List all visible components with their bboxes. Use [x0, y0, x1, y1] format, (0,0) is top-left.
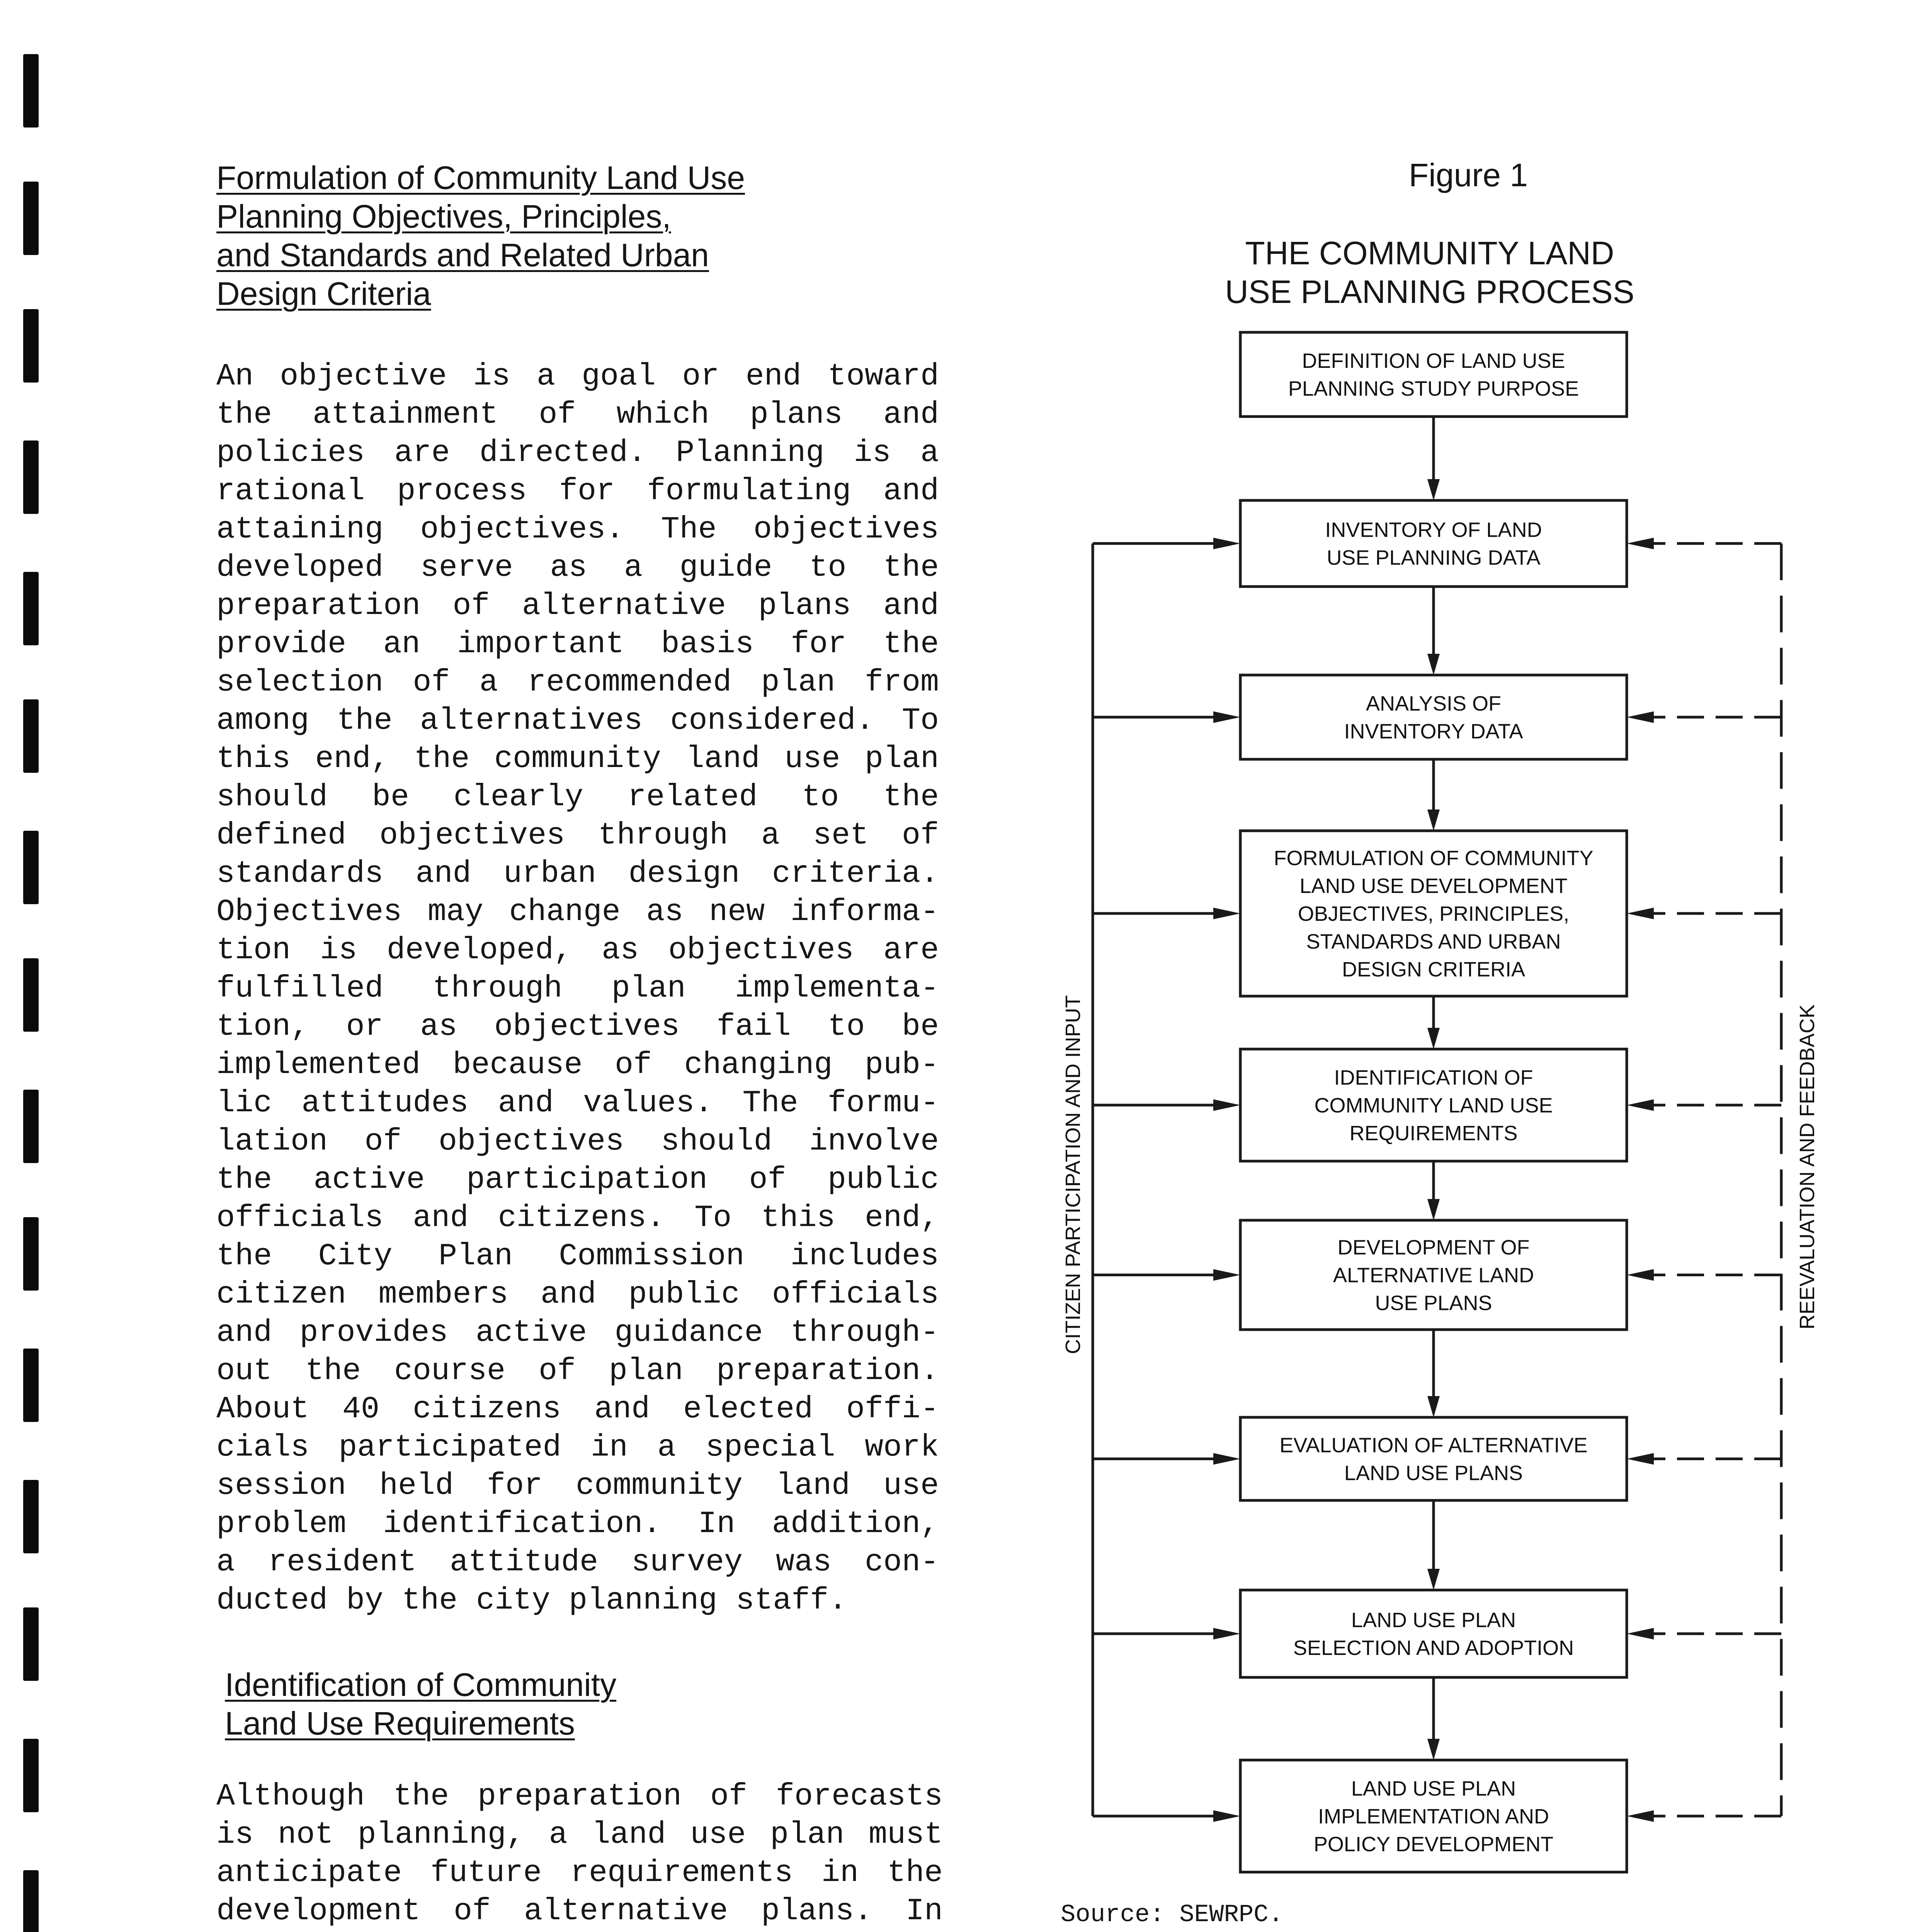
flowchart-step-label: INVENTORY OF LAND [1325, 518, 1542, 542]
text-line: About 40 citizens and elected offi- [216, 1392, 939, 1427]
flowchart-step-label: IMPLEMENTATION AND [1318, 1805, 1549, 1828]
arrowhead [1427, 1396, 1440, 1417]
text-line: lic attitudes and values. The formu- [216, 1086, 939, 1121]
flowchart-step-label: DEVELOPMENT OF [1337, 1236, 1530, 1259]
flowchart-step-label: COMMUNITY LAND USE [1314, 1094, 1553, 1117]
arrowhead [1213, 711, 1240, 723]
text-line: attaining objectives. The objectives [216, 512, 939, 547]
text-line: the City Plan Commission includes [216, 1239, 939, 1274]
text-line: a resident attitude survey was con- [216, 1545, 939, 1580]
text-line: cials participated in a special work [216, 1430, 939, 1465]
flowchart-step-label: IDENTIFICATION OF [1334, 1066, 1533, 1089]
heading-line: Design Criteria [216, 276, 431, 312]
flowchart-step-label: STANDARDS AND URBAN [1306, 930, 1561, 953]
flowchart-step-label: LAND USE PLAN [1351, 1609, 1516, 1632]
flowchart-step-label: LAND USE PLAN [1351, 1777, 1516, 1800]
text-line: standards and urban design criteria. [216, 856, 939, 891]
text-line: among the alternatives considered. To [216, 703, 939, 738]
flowchart-step-label: OBJECTIVES, PRINCIPLES, [1298, 902, 1570, 925]
arrowhead [1213, 1628, 1240, 1639]
flowchart-step-label: LAND USE DEVELOPMENT [1299, 874, 1568, 898]
arrowhead [1627, 1810, 1654, 1822]
text-line: provide an important basis for the [216, 627, 939, 662]
text-line: anticipate future requirements in the [216, 1855, 943, 1891]
text-line: defined objectives through a set of [216, 818, 939, 853]
arrowhead [1427, 1739, 1440, 1760]
text-line: developed serve as a guide to the [216, 550, 939, 585]
text-line: session held for community land use [216, 1468, 939, 1503]
flowchart-step-box [1240, 500, 1627, 587]
arrowhead [1213, 1810, 1240, 1822]
arrowhead [1627, 1453, 1654, 1465]
heading-line: Land Use Requirements [225, 1705, 575, 1742]
flowchart-step-label: INVENTORY DATA [1344, 720, 1523, 743]
arrowhead [1213, 1453, 1240, 1465]
arrowhead [1627, 1099, 1654, 1111]
text-line: ducted by the city planning staff. [216, 1583, 847, 1618]
text-line: citizen members and public officials [216, 1277, 939, 1312]
flowchart-step-box [1240, 332, 1627, 417]
text-line: An objective is a goal or end toward [216, 359, 939, 394]
flowchart-step-label: EVALUATION OF ALTERNATIVE [1279, 1434, 1588, 1457]
flowchart-step-label: DEFINITION OF LAND USE [1302, 349, 1565, 372]
flowchart-step-label: POLICY DEVELOPMENT [1313, 1833, 1554, 1856]
text-line: is not planning, a land use plan must [216, 1817, 943, 1852]
flowchart-step-label: PLANNING STUDY PURPOSE [1288, 377, 1579, 400]
text-line: the active participation of public [216, 1162, 939, 1197]
flowchart-step-box [1240, 1417, 1627, 1500]
text-line: tion, or as objectives fail to be [216, 1009, 939, 1044]
flowchart-step-label: USE PLANS [1375, 1291, 1492, 1315]
arrowhead [1427, 654, 1440, 675]
flowchart-step-label: ALTERNATIVE LAND [1333, 1264, 1534, 1287]
arrowhead [1427, 1199, 1440, 1220]
arrowhead [1213, 1099, 1240, 1111]
flowchart-step-label: FORMULATION OF COMMUNITY [1274, 847, 1594, 870]
arrowhead [1627, 1269, 1654, 1281]
arrowhead [1627, 908, 1654, 919]
text-line: policies are directed. Planning is a [216, 435, 939, 471]
flowchart-step-box [1240, 675, 1627, 759]
flowchart-step-label: USE PLANNING DATA [1327, 546, 1541, 570]
heading-line: Identification of Community [225, 1667, 617, 1703]
arrowhead [1427, 810, 1440, 831]
text-line: development of alternative plans. In [216, 1894, 943, 1929]
arrowhead [1627, 711, 1654, 723]
text-line: tion is developed, as objectives are [216, 933, 939, 968]
heading-line: Formulation of Community Land Use [216, 160, 745, 196]
figure-source: Source: SEWRPC. [1061, 1901, 1284, 1929]
flowchart-step-label: REQUIREMENTS [1349, 1122, 1518, 1145]
flowchart-step-label: LAND USE PLANS [1344, 1461, 1523, 1485]
flowchart-step-label: DESIGN CRITERIA [1342, 958, 1526, 981]
arrowhead [1213, 1269, 1240, 1281]
figure-title-line: THE COMMUNITY LAND [1245, 235, 1614, 271]
arrowhead [1427, 1028, 1440, 1049]
arrowhead [1213, 908, 1240, 919]
text-line: the attainment of which plans and [216, 397, 939, 432]
flowchart-step-label: SELECTION AND ADOPTION [1293, 1636, 1574, 1660]
reevaluation-feedback-label: REEVALUATION AND FEEDBACK [1796, 1004, 1819, 1330]
text-line: implemented because of changing pub- [216, 1048, 939, 1083]
arrowhead [1213, 538, 1240, 549]
text-line: Objectives may change as new informa- [216, 895, 939, 930]
text-line: Although the preparation of forecasts [216, 1779, 943, 1814]
arrowhead [1627, 1628, 1654, 1639]
text-line: selection of a recommended plan from [216, 665, 939, 700]
arrowhead [1627, 538, 1654, 549]
text-line: fulfilled through plan implementa- [216, 971, 939, 1006]
heading-line: and Standards and Related Urban [216, 237, 709, 273]
flowchart-step-box [1240, 1590, 1627, 1677]
text-line: rational process for formulating and [216, 474, 939, 509]
figure-title-line: USE PLANNING PROCESS [1225, 274, 1634, 310]
arrowhead [1427, 479, 1440, 500]
citizen-participation-label: CITIZEN PARTICIPATION AND INPUT [1061, 995, 1085, 1354]
figure-label: Figure 1 [1408, 157, 1528, 193]
text-line: should be clearly related to the [216, 780, 939, 815]
text-line: out the course of plan preparation. [216, 1354, 939, 1389]
text-line: and provides active guidance through- [216, 1315, 939, 1350]
arrowhead [1427, 1569, 1440, 1590]
text-line: lation of objectives should involve [216, 1124, 939, 1159]
text-line: preparation of alternative plans and [216, 588, 939, 624]
text-line: this end, the community land use plan [216, 742, 939, 777]
text-line: officials and citizens. To this end, [216, 1201, 939, 1236]
heading-line: Planning Objectives, Principles, [216, 198, 671, 235]
flowchart-step-label: ANALYSIS OF [1366, 692, 1502, 715]
text-line: problem identification. In addition, [216, 1507, 939, 1542]
